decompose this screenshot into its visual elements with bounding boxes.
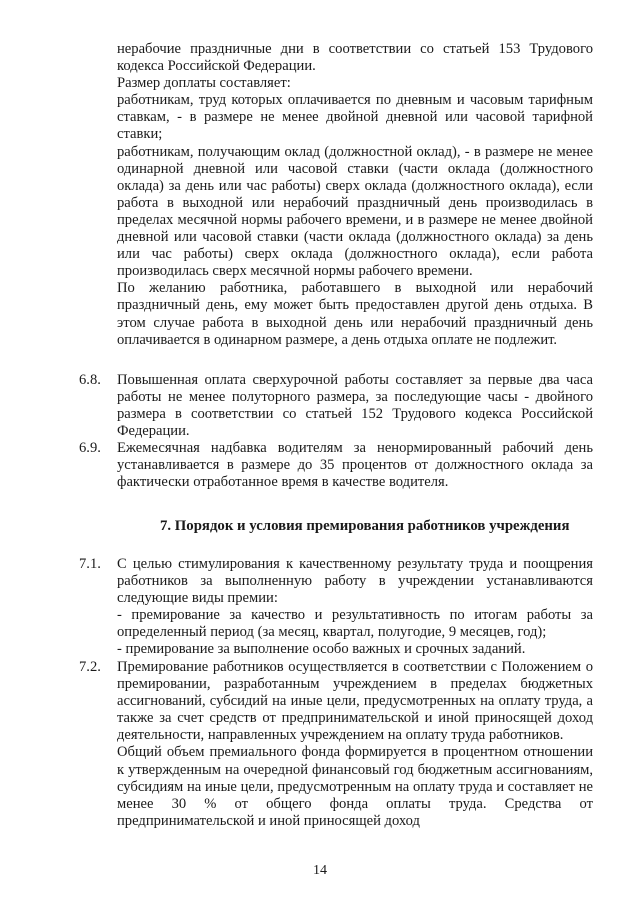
top-continuation-text: нерабочие праздничные дни в соответствии со статьей 153 Трудового кодекса Российской Федерации. [117, 41, 593, 75]
item-7-1-paragraph: С целью стимулирования к качественному результату труда и поощрения работников за выполненную работу в учреждении устанавливаются следующие виды премии: [117, 556, 593, 607]
item-6-8-text [117, 372, 593, 440]
section-heading: 7. Порядок и условия премирования работников учреждения [160, 518, 570, 534]
rest-day-text: По желанию работника, работавшего в выходной или нерабочий праздничный день, ему может быть предоставлен другой день отдыха. В этом случае работа в выходной день или нерабочий праздничный день оплачивается в одинарном размере, а день отдыха оплате не подлежит. [117, 280, 593, 348]
item-number-7-2: 7.2. [79, 659, 101, 675]
item-7-1-bullet-2: - премирование за выполнение особо важных и срочных заданий. [117, 641, 526, 658]
item-number-7-1: 7.1. [79, 556, 101, 572]
item-7-2-text [117, 659, 593, 830]
item-6-9-text [117, 440, 593, 491]
amount-salary-text: работникам, получающим оклад (должностной оклад), - в размере не менее одинарной дневной или часовой ставки (части оклада (должностного оклада) за день или час работы) сверх оклада (должностного оклада), если работа в выходной или нерабочий праздничный день производилась в пределах месячной нормы рабочего времени, и в размере не менее двойной дневной или часовой ставки (части оклада (должностного оклада) за день или час работы) сверх оклада (должностного оклада), если работа производилась сверх месячной нормы рабочего времени. [117, 143, 593, 280]
item-7-2-fund-paragraph: Общий объем премиального фонда формируется в процентном отношении к утвержденным на очередной финансовый год бюджетным ассигнованиям, субсидиям на иные цели, предусмотренным на оплату труда и составляет не менее 30 % от общего фонда оплаты труда. Средства от предпринимательской и иной приносящей доход [117, 744, 593, 829]
item-6-8-paragraph: Повышенная оплата сверхурочной работы составляет за первые два часа работы не менее полуторного размера, за последующие часы - двойного размера в соответствии со статьей 152 Трудового кодекса Российской Федерации. [117, 372, 593, 440]
item-6-9-paragraph: Ежемесячная надбавка водителям за ненормированный рабочий день устанавливается в размере до 35 процентов от должностного оклада за фактически отработанное время в качестве водителя. [117, 440, 593, 491]
item-number-6-9: 6.9. [79, 440, 101, 456]
item-7-2-paragraph: Премирование работников осуществляется в соответствии с Положением о премировании, разработанным учреждением в пределах бюджетных ассигнований, субсидий на иные цели, предусмотренных на оплату труда, а также за счет средств от предпринимательской и иной приносящей доход деятельности, направленных учреждением на оплату труда работников. [117, 659, 593, 744]
amount-hourly-text: работникам, труд которых оплачивается по дневным и часовым тарифным ставкам, - в размере не менее двойной дневной или часовой тарифной ставки; [117, 92, 593, 143]
amount-intro: Размер доплаты составляет: [117, 75, 291, 92]
overtime-holiday-block [117, 41, 593, 349]
page-number: 14 [313, 863, 327, 878]
item-number-6-8: 6.8. [79, 372, 101, 388]
item-7-1-bullet-1: - премирование за качество и результативность по итогам работы за определенный период (за месяц, квартал, полугодие, 9 месяцев, год); [117, 607, 593, 641]
item-7-1-text [117, 556, 593, 659]
